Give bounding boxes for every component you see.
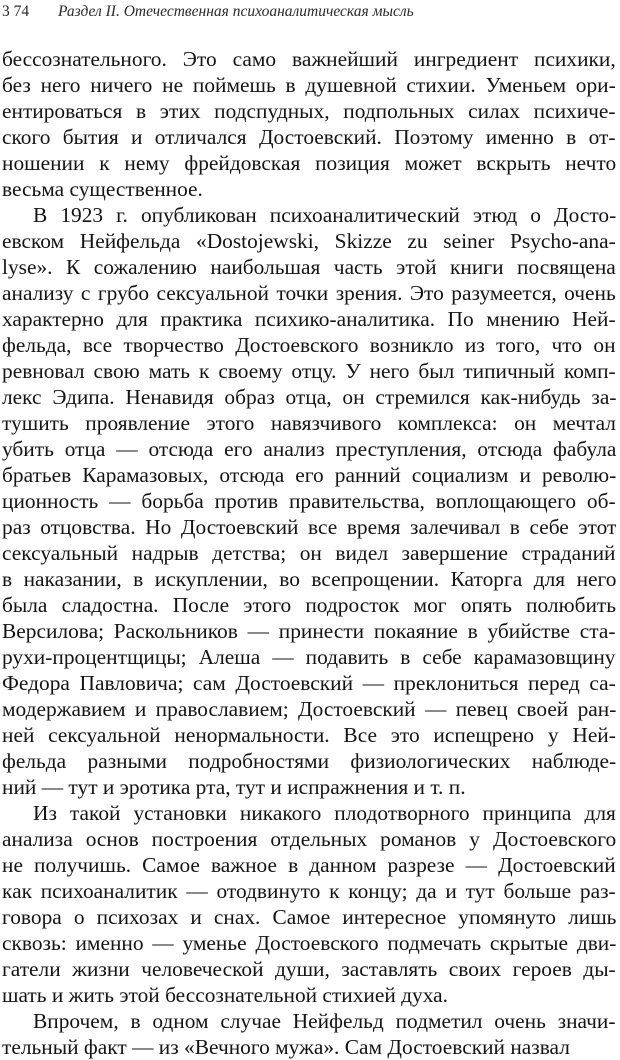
paragraph	[2, 46, 616, 202]
text-line: ционность — борьба против правительства, воплощающего об-	[2, 489, 616, 513]
text-line: лекс Эдипа. Ненавидя образ отца, он стремился как-нибудь за-	[2, 385, 617, 409]
text-line: Версилова; Раскольников — принести покаяние в убийстве ста-	[2, 619, 616, 643]
text-line: раз отцовства. Но Достоевский все время залечивал в себе этот	[2, 515, 617, 539]
text-line: шать и жить этой бессознательной стихией духа.	[2, 983, 448, 1007]
text-line: тельный факт — из «Вечного мужа». Сам Достоевский назвал	[2, 1035, 570, 1059]
text-line: ношении к нему фрейдовская позиция может вскрыть нечто	[2, 151, 617, 175]
text-line: lyse». К сожалению наибольшая часть этой книги посвящена	[2, 255, 616, 279]
text-line: Впрочем, в одном случае Нейфельд подметил очень значи-	[33, 1009, 616, 1033]
text-line: ний — тут и эротика рта, тут и испражнения и т. п.	[2, 775, 466, 799]
text-line: убить отца — отсюда его анализ преступления, отсюда фабула	[2, 437, 617, 461]
running-header	[2, 2, 414, 22]
text-line: ней сексуальной ненормальности. Все это испещрено у Ней-	[2, 723, 616, 747]
text-line: весьма существенное.	[2, 177, 203, 201]
text-line: ентироваться в этих подспудных, подпольных силах психиче-	[2, 99, 616, 123]
text-line: ского бытия и отличался Достоевский. Поэтому именно в от-	[2, 125, 616, 149]
text-line: тушить проявление этого навязчивого комплекса: он мечтал	[2, 411, 616, 435]
text-line: гатели жизни человеческой души, заставлять своих героев ды-	[2, 957, 616, 981]
text-line: в наказании, в искуплении, во всепрощении. Каторга для него	[2, 567, 617, 591]
text-line: В 1923 г. опубликован психоаналитический этюд о Досто-	[33, 203, 617, 227]
text-line: евском Нейфельда «Dostojewski, Skizze zu seiner Psycho-ana-	[2, 229, 616, 253]
text-line: фельда, все творчество Достоевского возникло из того, что он	[2, 333, 616, 357]
text-line: была сладостна. После этого подросток мог опять полюбить	[2, 593, 616, 617]
body-text	[2, 46, 616, 1060]
text-line: рухи-процентщицы; Алеша — подавить в себе карамазовщину	[2, 645, 616, 669]
text-line: ревновал свою мать к своему отцу. У него был типичный комп-	[2, 359, 616, 383]
text-line: анализу с грубо сексуальной точки зрения. Это разумеется, очень	[2, 281, 616, 305]
text-line: не получишь. Самое важное в данном разрезе — Достоевский	[2, 853, 616, 877]
text-line: Федора Павловича; сам Достоевский — преклониться перед са-	[2, 671, 616, 695]
text-line: анализа основ построения отдельных романов у Достоевского	[2, 827, 617, 851]
text-line: Из такой установки никакого плодотворного принципа для	[33, 801, 616, 825]
text-line: без него ничего не поймешь в душевной стихии. Уменьем ори-	[2, 73, 616, 97]
text-line: бессознательного. Это само важнейший ингредиент психики,	[2, 47, 616, 71]
text-line: сексуальный надрыв детства; он видел завершение страданий	[2, 541, 616, 565]
text-line: модержавием и православием; Достоевский — певец своей ран-	[2, 697, 617, 721]
text-line: как психоаналитик — отодвинуто к концу; да и тут больше раз-	[2, 879, 616, 903]
text-line: говора о психозах и снах. Самое интересное упомянуто лишь	[2, 905, 617, 929]
page-number: 3 74	[2, 3, 30, 20]
paragraph	[2, 202, 616, 800]
paragraph	[2, 800, 616, 1008]
text-line: сквозь: именно — уменье Достоевского подмечать скрытые дви-	[2, 931, 617, 955]
text-line: характерно для практика психико-аналитика. По мнению Ней-	[2, 307, 616, 331]
section-title: Раздел II. Отечественная психоаналитическая мысль	[58, 3, 414, 20]
text-line: фельда разными подробностями физиологических наблюде-	[2, 749, 617, 773]
text-line: братьев Карамазовых, отсюда его ранний социализм и револю-	[2, 463, 617, 487]
paragraph	[2, 1008, 616, 1060]
